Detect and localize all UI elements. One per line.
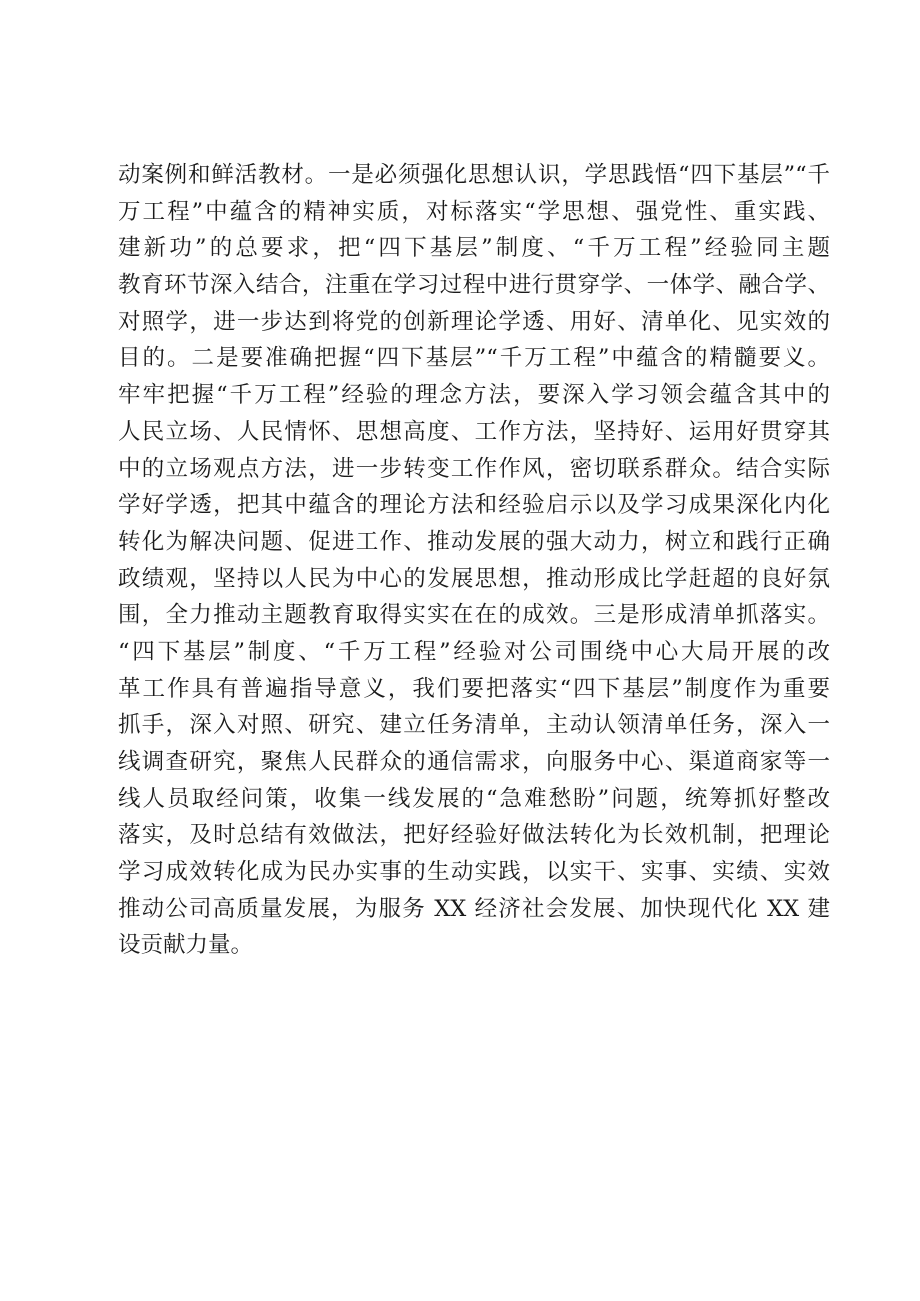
text-line: 学习成效转化成为民办实事的生动实践，以实干、实事、实绩、实效 — [118, 859, 830, 886]
text-line: 建新功”的总要求，把“四下基层”制度、“千万工程”经验同主题 — [118, 235, 830, 262]
text-line: 动案例和鲜活教材。一是必须强化思想认识，学思践悟“四下基层”“千 — [118, 162, 830, 188]
text-line: 推动公司高质量发展，为服务 XX 经济社会发展、加快现代化 XX 建 — [118, 895, 830, 922]
text-line: 落实，及时总结有效做法，把好经验好做法转化为长效机制，把理论 — [118, 822, 830, 849]
text-line: 教育环节深入结合，注重在学习过程中进行贯穿学、一体学、融合学、 — [118, 272, 830, 299]
text-line: 革工作具有普遍指导意义，我们要把落实“四下基层”制度作为重要 — [118, 675, 830, 702]
text-line: 政绩观，坚持以人民为中心的发展思想，推动形成比学赶超的良好氛 — [118, 565, 830, 592]
text-line: 线调查研究，聚焦人民群众的通信需求，向服务中心、渠道商家等一 — [118, 749, 830, 775]
text-line: 目的。二是要准确把握“四下基层”“千万工程”中蕴含的精髓要义。 — [118, 345, 830, 372]
body-paragraph — [118, 157, 830, 964]
text-line: 抓手，深入对照、研究、建立任务清单，主动认领清单任务，深入一 — [118, 712, 830, 739]
text-line: 牢牢把握“千万工程”经验的理念方法，要深入学习领会蕴含其中的 — [118, 382, 830, 409]
text-line: 线人员取经问策，收集一线发展的“急难愁盼”问题，统筹抓好整改 — [118, 785, 830, 812]
text-line: 对照学，进一步达到将党的创新理论学透、用好、清单化、见实效的 — [118, 308, 830, 335]
text-line: 围，全力推动主题教育取得实实在在的成效。三是形成清单抓落实。 — [118, 602, 830, 629]
text-line: “四下基层”制度、“千万工程”经验对公司围绕中心大局开展的改 — [118, 638, 830, 665]
text-line: 人民立场、人民情怀、思想高度、工作方法，坚持好、运用好贯穿其 — [118, 418, 830, 445]
text-line-last: 设贡献力量。 — [118, 932, 254, 959]
text-line: 学好学透，把其中蕴含的理论方法和经验启示以及学习成果深化内化 — [118, 492, 830, 519]
text-line: 转化为解决问题、促进工作、推动发展的强大动力，树立和践行正确 — [118, 528, 830, 555]
text-line: 中的立场观点方法，进一步转变工作作风，密切联系群众。结合实际 — [118, 455, 830, 482]
text-line: 万工程”中蕴含的精神实质，对标落实“学思想、强党性、重实践、 — [118, 198, 830, 225]
